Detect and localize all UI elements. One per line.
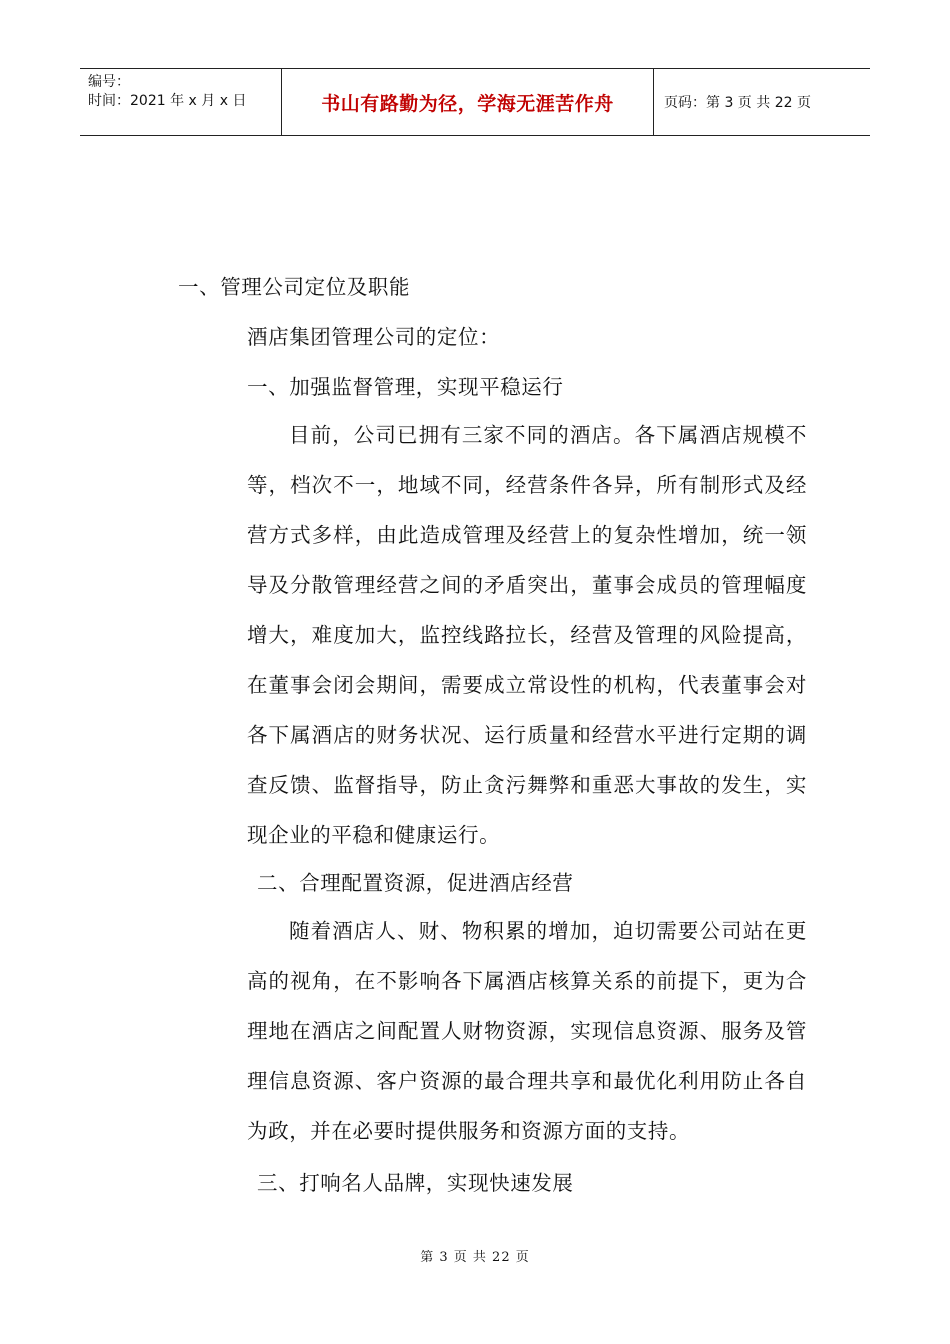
- date-label: 时间：2021 年 x 月 x 日: [88, 93, 247, 109]
- section-title: 一、管理公司定位及职能: [178, 275, 411, 299]
- item1-paragraph: 目前，公司已拥有三家不同的酒店。各下属酒店规模不等，档次不一，地域不同，经营条件各异，所有制形式及经营方式多样，由此造成管理及经营上的复杂性增加，统一领导及分散管理经营之间的矛盾突出，董事会成员的管理幅度增大，难度加大，监控线路拉长，经营及管理的风险提高，在董事会闭会期间，需要成立常设性的机构，代表董事会对各下属酒店的财务状况、运行质量和经营水平进行定期的调查反馈、监督指导，防止贪污舞弊和重恶大事故的发生，实现企业的平稳和健康运行。: [247, 423, 807, 847]
- header-page-cell: [654, 69, 870, 135]
- number-label: 编号：: [88, 74, 130, 90]
- document-header: [80, 68, 870, 136]
- motto-text: 书山有路勤为径，学海无涯苦作舟: [321, 92, 614, 115]
- header-motto-cell: [282, 69, 654, 135]
- positioning-intro: 酒店集团管理公司的定位：: [247, 325, 501, 349]
- page-footer: 第 3 页 共 22 页: [420, 1250, 530, 1265]
- item2-heading: 二、合理配置资源，促进酒店经营: [257, 871, 574, 895]
- item2-paragraph: 随着酒店人、财、物积累的增加，迫切需要公司站在更高的视角，在不影响各下属酒店核算关系的前提下，更为合理地在酒店之间配置人财物资源，实现信息资源、服务及管理信息资源、客户资源的最合理共享和最优化利用防止各自为政，并在必要时提供服务和资源方面的支持。: [247, 919, 807, 1143]
- header-page-label: 页码：第 3 页 共 22 页: [664, 95, 811, 111]
- header-meta-cell: [80, 69, 282, 135]
- item1-heading: 一、加强监督管理，实现平稳运行: [247, 375, 564, 399]
- item3-heading: 三、打响名人品牌，实现快速发展: [257, 1171, 574, 1195]
